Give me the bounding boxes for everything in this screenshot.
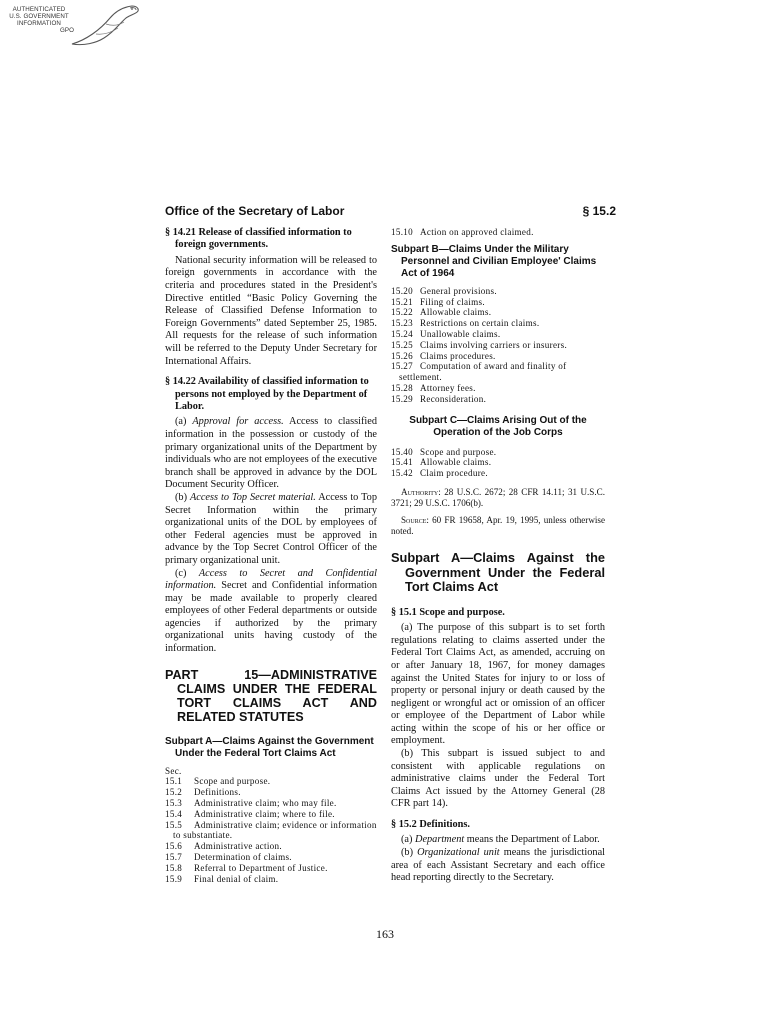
toc-entry-number: 15.23: [391, 318, 413, 329]
logo-line-1: AUTHENTICATED: [12, 6, 66, 13]
toc-entry-number: 15.29: [391, 393, 413, 404]
toc-entry-number: 15.8: [165, 862, 183, 873]
toc-entry-title: General provisions.: [420, 285, 497, 296]
gpo-authentication-logo: [4, 4, 144, 48]
paragraph-c: (c) Access to Secret and Confidential information. Secret and Confidential information may be made available to properly cleared employees of other Federal departments or outside agencies if authorized by the primary organizational units having custody of the information.: [165, 567, 377, 655]
toc-entry: [391, 394, 605, 405]
toc-entry: [391, 468, 605, 479]
subpart-c-toc-heading: Subpart C—Claims Arising Out of the Operation of the Job Corps: [409, 414, 587, 438]
toc-entry: [165, 841, 377, 852]
toc-entry-title: Administrative claim; where to file.: [194, 808, 335, 819]
logo-line-4: GPO: [59, 27, 74, 34]
subpart-a-heading: Subpart A—Claims Against the Government Under the Federal Tort Claims Act: [391, 549, 605, 595]
toc-entry-title: Scope and purpose.: [420, 446, 497, 457]
toc-entry: [391, 447, 605, 458]
toc-entry-title: Allowable claims.: [420, 457, 492, 468]
toc-entry-number: 15.26: [391, 350, 413, 361]
toc-entry: [391, 457, 605, 468]
toc-entry-title: Allowable claims.: [420, 307, 492, 318]
toc-list-continued: [391, 227, 605, 238]
paragraph-a: (a) Approval for access. Access to classified information in the possession or custody of the primary organizational units of the Department by individuals who are not employees of the executive branch shall be approved in advance by the DOL Document Security Officer.: [165, 416, 377, 491]
paragraph-b: (b) Access to Top Secret material. Access to Top Secret Information within the primary organizational units of the DOL by employees of other Federal agencies must be approved in advance by the Top Secret Control Officer of the primary organizational unit.: [165, 491, 377, 566]
eagle-icon: [66, 4, 146, 48]
toc-entry: [391, 307, 605, 318]
toc-entry-title: Reconsideration.: [420, 393, 487, 404]
section-15-1-paragraph-a: (a) The purpose of this subpart is to set forth regulations relating to claims asserted under the Federal Tort Claims Act, as amended, accruing on or after January 18, 1967, for money damages against the United States for injury to or loss of property or personal injury or death caused by the negligent or wrongful act or omission of an officer or employee of the Department of Labor while acting within the scope of his or her office or employment.: [391, 622, 605, 747]
toc-entry: [391, 383, 605, 394]
toc-entry-number: 15.20: [391, 285, 413, 296]
toc-entry-number: 15.22: [391, 307, 413, 318]
toc-entry-title: Administrative claim; evidence or information to substantiate.: [173, 819, 377, 841]
toc-entry: [391, 351, 605, 362]
toc-entry-title: Unallowable claims.: [420, 328, 501, 339]
running-head-left: Office of the Secretary of Labor: [165, 204, 345, 218]
toc-entry: [165, 863, 377, 874]
toc-entry-number: 15.5: [165, 819, 183, 830]
toc-entry-number: 15.41: [391, 457, 413, 468]
section-15-1-paragraph-b: (b) This subpart is issued subject to and consistent with applicable regulations on administrative claims under the Federal Tort Claims Act issued by the Attorney General (28 CFR part 14).: [391, 748, 605, 810]
section-title: Availability of classified information to persons not employed by the Department of Labor.: [175, 376, 369, 412]
section-14-21-heading: [165, 227, 377, 252]
page-number: 163: [376, 927, 394, 941]
toc-entry: [391, 318, 605, 329]
toc-entry-number: 15.7: [165, 852, 183, 863]
toc-entry: [391, 286, 605, 297]
part-15-heading: PART 15—ADMINISTRATIVE CLAIMS UNDER THE FEDERAL TORT CLAIMS ACT AND RELATED STATUTES: [165, 667, 377, 724]
toc-entry: [165, 798, 377, 809]
toc-entry-number: 15.9: [165, 873, 183, 884]
subpart-a-toc-heading: Subpart A—Claims Against the Government Under the Federal Tort Claims Act: [165, 735, 374, 759]
toc-entry-number: 15.6: [165, 841, 183, 852]
toc-entry-title: Referral to Department of Justice.: [194, 862, 328, 873]
toc-entry-number: 15.3: [165, 798, 183, 809]
section-15-1-heading: § 15.1 Scope and purpose.: [391, 606, 505, 618]
toc-entry: [165, 809, 377, 820]
toc-list: [165, 776, 377, 884]
toc-entry-title: Attorney fees.: [420, 382, 476, 393]
toc-entry-title: Final denial of claim.: [194, 873, 279, 884]
paragraph-b-heading: Access to Top Secret material.: [189, 491, 316, 503]
toc-list-subpart-c: [391, 447, 605, 479]
toc-entry-title: Scope and purpose.: [194, 776, 271, 787]
definition-b: (b) Organizational unit means the jurisdictional area of each Assistant Secretary and each office head reporting directly to the Secretary.: [391, 847, 606, 884]
toc-entry: [391, 329, 605, 340]
right-column: [391, 227, 605, 885]
section-14-21-body: National security information will be released to foreign governments in accordance with the criteria and procedures stated in the President's Directive entitled “Basic Policy Governing the Release of Classified Defense Information to Foreign Governments” dated September 25, 1985. All requests for the release of such information will be referred to the Deputy Under Secretary for International Affairs.: [165, 254, 377, 367]
running-head-right: § 15.2: [582, 204, 616, 218]
logo-line-2: U.S. GOVERNMENT: [9, 13, 69, 20]
section-14-22-heading: [165, 376, 377, 413]
toc-list-subpart-b: [391, 286, 605, 405]
subpart-b-toc-heading: Subpart B—Claims Under the Military Personnel and Civilian Employee' Claims Act of 1964: [391, 243, 597, 279]
toc-entry: [165, 820, 377, 842]
toc-entry: [165, 787, 377, 798]
toc-entry-number: 15.10: [391, 227, 413, 237]
toc-entry-number: 15.1: [165, 776, 183, 787]
toc-entry-title: Definitions.: [194, 787, 241, 798]
toc-entry-number: 15.2: [165, 787, 183, 798]
toc-entry-title: Claim procedure.: [420, 468, 488, 479]
toc-entry-title: Action on approved claimed.: [420, 227, 534, 237]
toc-entry-title: Filing of claims.: [420, 296, 485, 307]
section-title: Release of classified information to foreign governments.: [175, 227, 352, 251]
toc-entry-number: 15.28: [391, 382, 413, 393]
toc-entry-number: 15.24: [391, 328, 413, 339]
toc-entry: [391, 361, 605, 383]
toc-entry-number: 15.4: [165, 808, 183, 819]
paragraph-c-heading: Access to Secret and Confidential information.: [165, 567, 377, 592]
toc-entry-title: Computation of award and finality of settlement.: [399, 361, 567, 383]
sec-label: Sec.: [165, 765, 182, 776]
source-note: Source: 60 FR 19658, Apr. 19, 1995, unless otherwise noted.: [391, 514, 606, 536]
toc-entry-number: 15.40: [391, 446, 413, 457]
toc-entry-number: 15.27: [391, 361, 413, 372]
paragraph-a-heading: Approval for access.: [192, 416, 284, 428]
toc-entry: [165, 776, 377, 787]
authority-note: Authority: 28 U.S.C. 2672; 28 CFR 14.11; 31 U.S.C. 3721; 29 U.S.C. 1706(b).: [391, 486, 605, 508]
section-15-2-heading: § 15.2 Definitions.: [391, 819, 470, 831]
toc-entry: [391, 227, 605, 238]
toc-entry-title: Determination of claims.: [194, 852, 292, 863]
toc-entry-title: Claims procedures.: [420, 350, 496, 361]
toc-entry-title: Administrative action.: [194, 841, 282, 852]
left-column: [165, 227, 377, 884]
toc-entry: [391, 297, 605, 308]
gpo-logo-text: [4, 6, 74, 34]
toc-entry: [391, 340, 605, 351]
toc-entry-title: Restrictions on certain claims.: [420, 318, 540, 329]
toc-entry: [165, 874, 377, 885]
logo-line-3: INFORMATION: [17, 20, 61, 27]
toc-entry-title: Claims involving carriers or insurers.: [420, 339, 568, 350]
section-number: § 14.21: [165, 227, 196, 238]
toc-entry-number: 15.21: [391, 296, 413, 307]
section-number: § 14.22: [165, 376, 196, 388]
toc-entry-number: 15.42: [391, 468, 413, 479]
toc-entry-title: Administrative claim; who may file.: [194, 798, 337, 809]
toc-entry: [165, 852, 377, 863]
definition-a: (a) Department means the Department of Labor.: [401, 834, 600, 846]
toc-entry-number: 15.25: [391, 339, 413, 350]
table-of-contents: [165, 766, 377, 885]
